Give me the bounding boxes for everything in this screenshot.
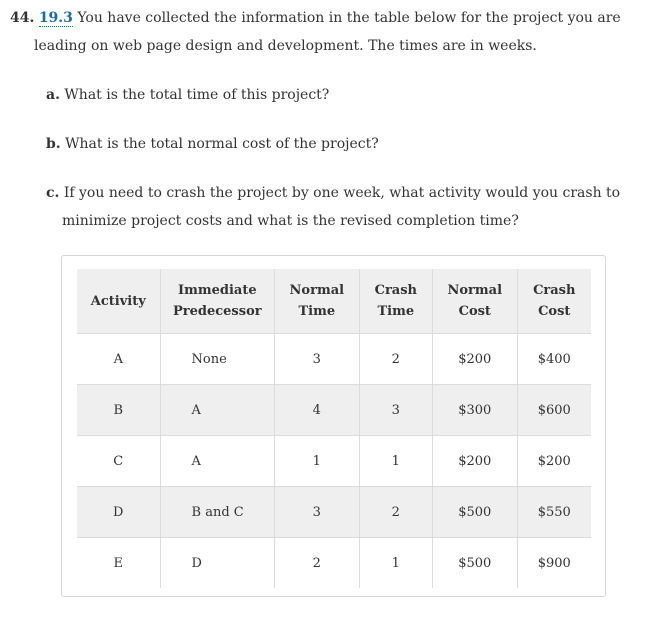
cell-predecessor: B and C: [160, 487, 275, 538]
table-row: [77, 487, 591, 538]
cell-crash-time: 2: [359, 334, 432, 385]
problem-statement: [10, 4, 650, 60]
cell-activity: B: [77, 385, 160, 436]
header-line: Predecessor: [172, 304, 262, 319]
question-text: What is the total normal cost of the project?: [65, 136, 379, 152]
header-line: Crash: [374, 283, 417, 298]
problem-number: 44.: [10, 10, 35, 26]
question-letter: b.: [46, 136, 61, 152]
cell-normal-cost: $200: [433, 334, 517, 385]
cell-predecessor: A: [160, 436, 275, 487]
cell-normal-cost: $500: [433, 538, 517, 589]
header-crash-time: [359, 269, 432, 334]
header-line: Cost: [458, 304, 491, 319]
cell-predecessor: D: [160, 538, 275, 589]
header-activity: [77, 269, 160, 334]
cell-normal-time: 2: [275, 538, 359, 589]
header-line: Time: [298, 304, 336, 319]
question-text: What is the total time of this project?: [64, 87, 330, 103]
table-row: [77, 385, 591, 436]
project-activity-table: [77, 269, 591, 588]
cell-normal-cost: $500: [433, 487, 517, 538]
question-text: If you need to crash the project by one week, what activity would you crash to: [63, 185, 621, 201]
project-table-container: [61, 255, 606, 597]
cell-normal-time: 1: [275, 436, 359, 487]
cell-crash-cost: $400: [517, 334, 591, 385]
question-letter: a.: [46, 87, 60, 103]
cell-crash-time: 2: [359, 487, 432, 538]
cell-crash-cost: $200: [517, 436, 591, 487]
table-row: [77, 538, 591, 589]
header-immediate-predecessor: [160, 269, 275, 334]
cell-activity: E: [113, 555, 123, 571]
header-normal-time: [275, 269, 359, 334]
cell-normal-cost: $300: [433, 385, 517, 436]
section-reference-link[interactable]: 19.3: [38, 10, 73, 26]
cell-activity: A: [113, 351, 123, 367]
problem-line-1: [10, 4, 650, 32]
header-line: Normal: [289, 283, 345, 298]
problem-line-2: leading on web page design and development. The times are in weeks.: [34, 38, 537, 54]
question-text-continued: minimize project costs and what is the revised completion time?: [62, 213, 519, 229]
header-line: Crash: [533, 283, 576, 298]
problem-intro-text: You have collected the information in the table below for the project you are: [77, 10, 621, 26]
cell-activity: D: [77, 487, 160, 538]
question-letter: c.: [46, 185, 60, 201]
cell-crash-time: 1: [359, 538, 432, 589]
question-c: [46, 179, 626, 235]
table-header-row: [77, 269, 591, 334]
cell-crash-cost: $900: [517, 538, 591, 589]
cell-crash-time: 3: [359, 385, 432, 436]
header-line: Cost: [538, 304, 571, 319]
header-crash-cost: [517, 269, 591, 334]
cell-activity: C: [113, 453, 124, 469]
cell-normal-time: 4: [275, 385, 359, 436]
cell-normal-time: 3: [275, 334, 359, 385]
cell-predecessor: A: [160, 385, 275, 436]
cell-normal-cost: $200: [433, 436, 517, 487]
header-line: Activity: [90, 293, 146, 309]
header-normal-cost: [433, 269, 517, 334]
header-line: Normal: [447, 283, 503, 298]
question-b: [46, 130, 626, 158]
cell-crash-cost: $550: [517, 487, 591, 538]
cell-crash-time: 1: [359, 436, 432, 487]
question-a: [46, 81, 626, 109]
table-row: [77, 436, 591, 487]
cell-normal-time: 3: [275, 487, 359, 538]
cell-crash-cost: $600: [517, 385, 591, 436]
header-line: Immediate: [178, 283, 257, 298]
cell-predecessor: None: [160, 334, 275, 385]
header-line: Time: [377, 304, 415, 319]
table-row: [77, 334, 591, 385]
